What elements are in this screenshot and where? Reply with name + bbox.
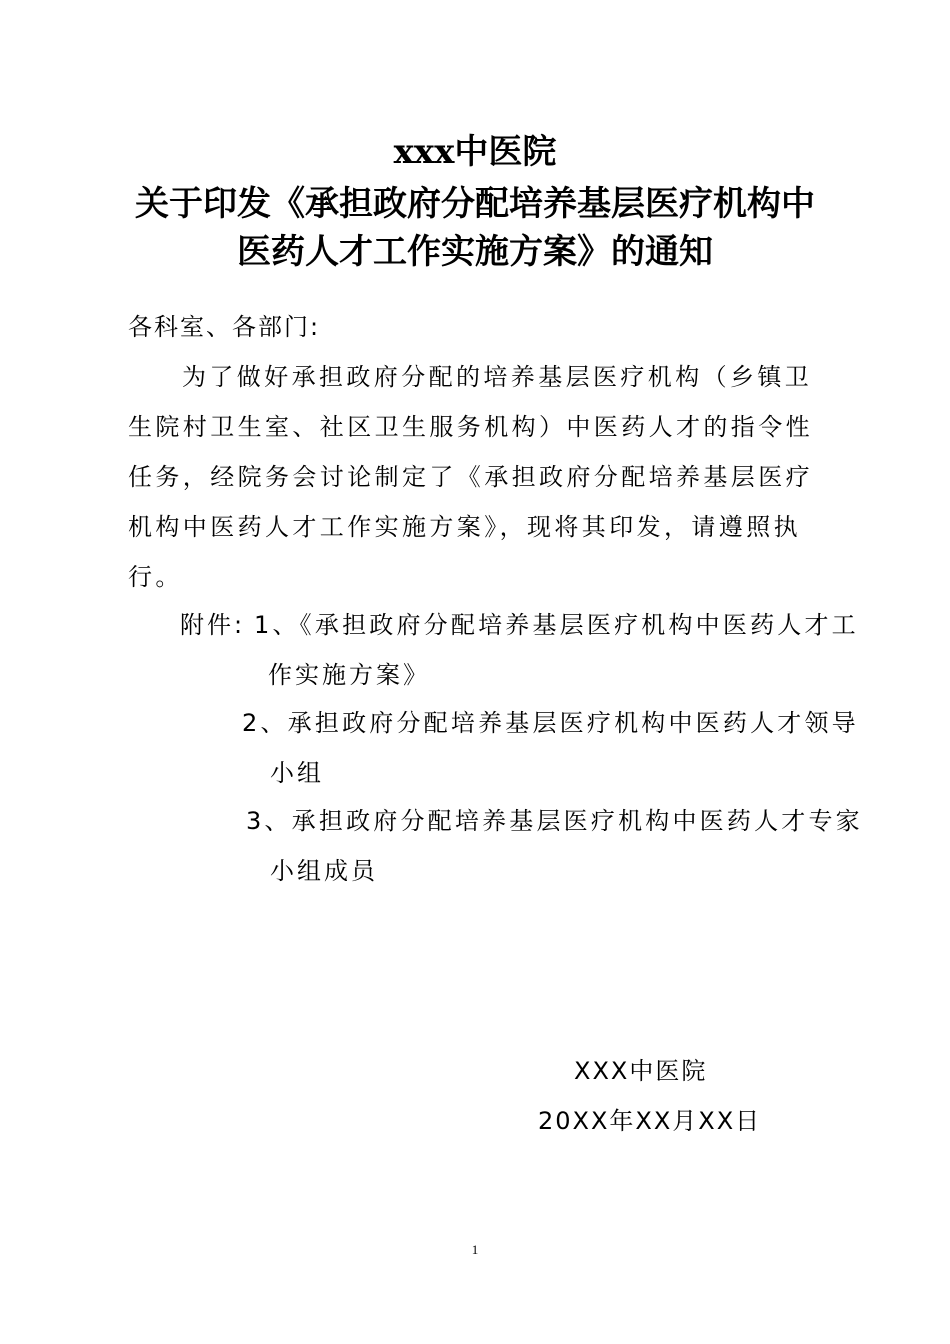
title-line-2: 关于印发《承担政府分配培养基层医疗机构中	[135, 184, 815, 224]
attachments-label: 附件:	[180, 611, 246, 639]
title-line-3: 医药人才工作实施方案》的通知	[237, 232, 713, 272]
attachment-1-line-2: 作实施方案》	[268, 661, 430, 689]
salutation: 各科室、各部门:	[128, 313, 321, 341]
title-line-1: xxx中医院	[393, 132, 557, 172]
signature-organization: XXX中医院	[574, 1057, 708, 1085]
signature-date: 20XX年XX月XX日	[538, 1107, 762, 1135]
attachment-2-line-2: 小组	[270, 759, 324, 787]
page-number: 1	[471, 1242, 479, 1257]
attachment-3-line-2: 小组成员	[270, 857, 378, 885]
body-paragraph: 为了做好承担政府分配的培养基层医疗机构（乡镇卫生院村卫生室、社区卫生服务机构）中医药人才的指令性任务，经院务会讨论制定了《承担政府分配培养基层医疗机构中医药人才工作实施方案》，现将其印发，请遵照执行。	[128, 363, 813, 591]
attachment-2-line-1: 2、承担政府分配培养基层医疗机构中医药人才领导	[242, 709, 859, 737]
attachment-3-line-1: 3、承担政府分配培养基层医疗机构中医药人才专家	[246, 807, 863, 835]
attachment-1-line-1: 1、《承担政府分配培养基层医疗机构中医药人才工	[254, 611, 859, 639]
